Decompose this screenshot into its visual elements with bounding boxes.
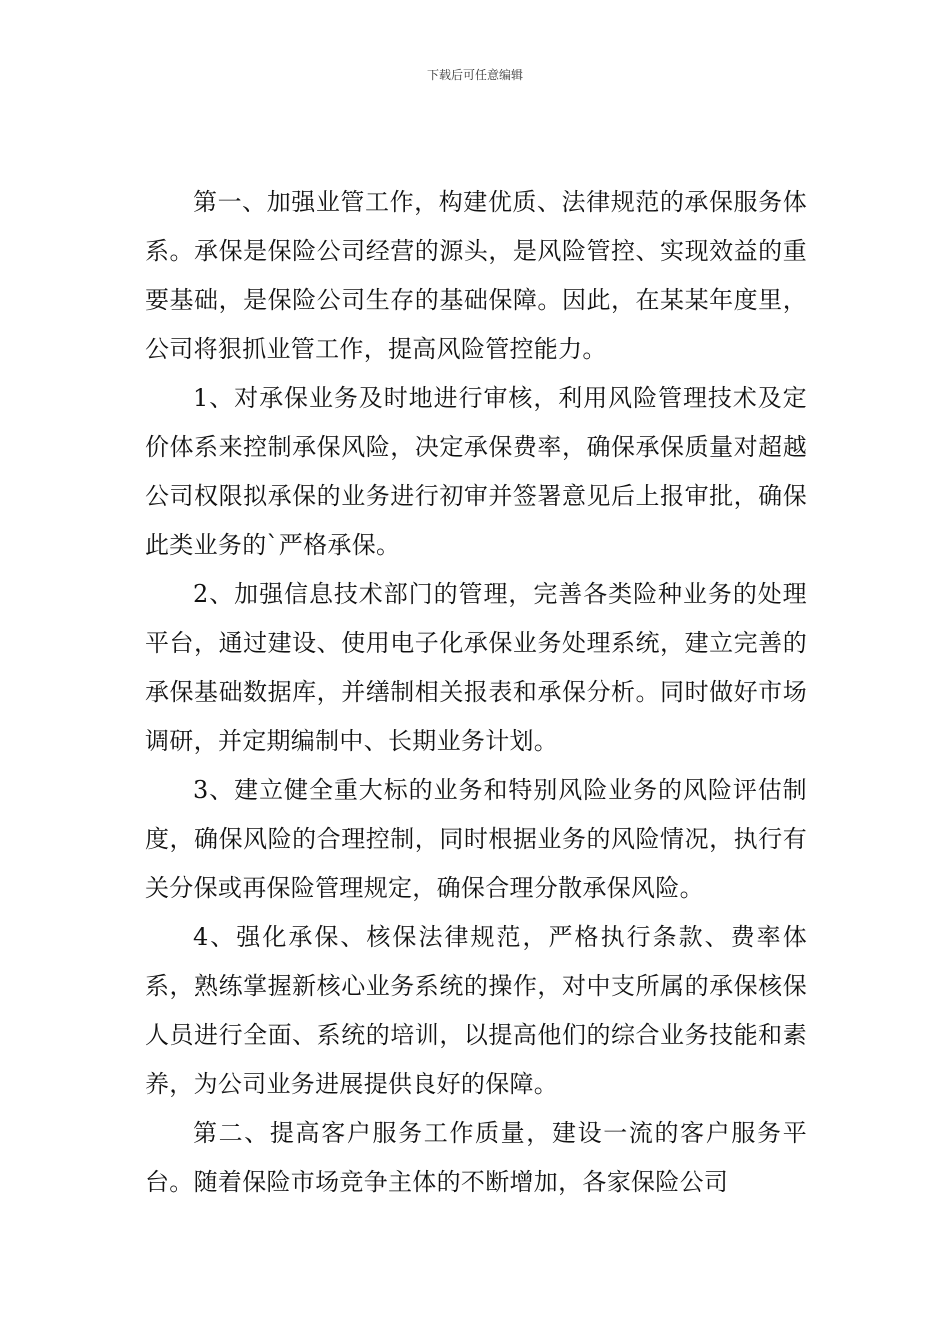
paragraph-item-1: 1、对承保业务及时地进行审核，利用风险管理技术及定价体系来控制承保风险，决定承保费率，确保承保质量对超越公司权限拟承保的业务进行初审并签署意见后上报审批，确保此类业务的`严格承保。 bbox=[145, 384, 807, 559]
paragraph-item-2: 2、加强信息技术部门的管理，完善各类险种业务的处理平台，通过建设、使用电子化承保业务处理系统，建立完善的承保基础数据库，并缮制相关报表和承保分析。同时做好市场调研，并定期编制中、长期业务计划。 bbox=[145, 580, 807, 755]
paragraph-item-3: 3、建立健全重大标的业务和特别风险业务的风险评估制度，确保风险的合理控制，同时根据业务的风险情况，执行有关分保或再保险管理规定，确保合理分散承保风险。 bbox=[145, 776, 807, 902]
paragraph-section-two: 第二、提高客户服务工作质量，建设一流的客户服务平台。随着保险市场竞争主体的不断增加，各家保险公司 bbox=[145, 1119, 807, 1196]
document-body bbox=[145, 178, 807, 1207]
paragraph-item-4: 4、强化承保、核保法律规范，严格执行条款、费率体系，熟练掌握新核心业务系统的操作，对中支所属的承保核保人员进行全面、系统的培训，以提高他们的综合业务技能和素养，为公司业务进展提供良好的保障。 bbox=[145, 923, 807, 1098]
page-header-note: 下载后可任意编辑 bbox=[426, 68, 523, 82]
paragraph-section-one: 第一、加强业管工作，构建优质、法律规范的承保服务体系。承保是保险公司经营的源头，是风险管控、实现效益的重要基础，是保险公司生存的基础保障。因此，在某某年度里，公司将狠抓业管工作，提高风险管控能力。 bbox=[145, 188, 807, 363]
